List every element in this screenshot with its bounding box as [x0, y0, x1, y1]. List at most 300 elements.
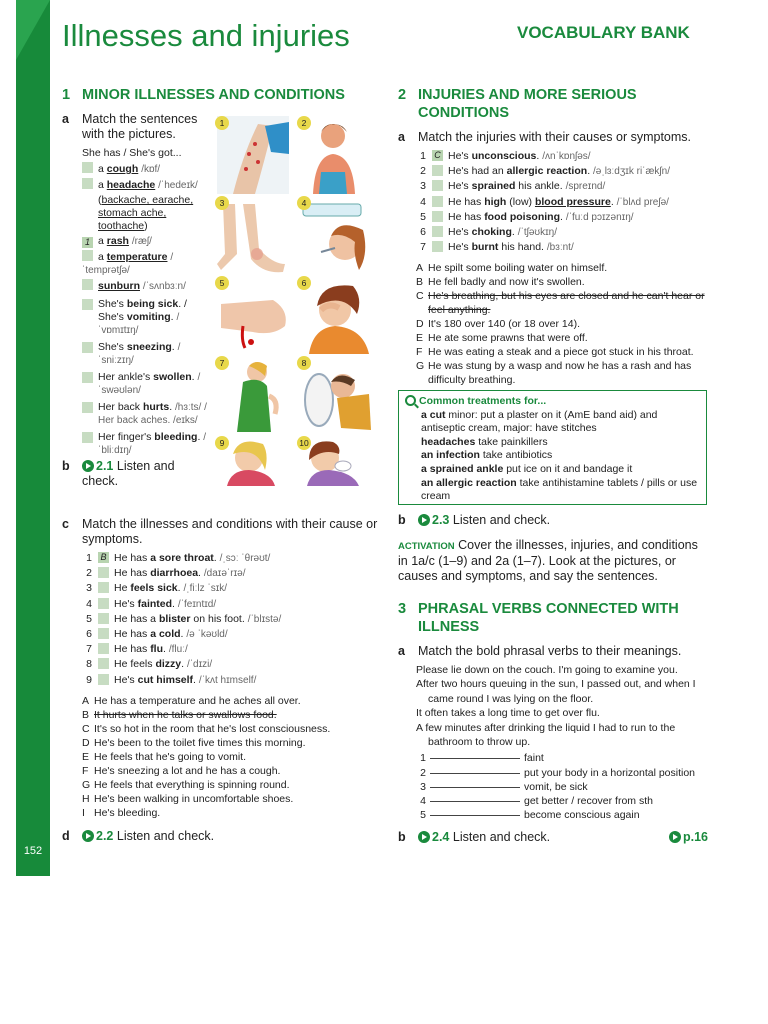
- treatment-name: a cut: [421, 408, 446, 421]
- illness-item: [82, 162, 212, 176]
- row-number: 6: [86, 628, 92, 641]
- picture-number: 4: [297, 196, 311, 210]
- s1a-instruction: a Match the sentences with the pictures.: [62, 112, 198, 141]
- section-2b: [398, 513, 708, 584]
- treatment-item: [421, 409, 700, 436]
- illustrations: [213, 114, 375, 486]
- row-number: 1: [420, 150, 426, 162]
- phonetic: /ˈsniːzɪŋ/: [98, 342, 181, 366]
- answer-box[interactable]: [432, 165, 443, 176]
- item-prefix: a: [98, 235, 107, 247]
- option-text: He was eating a steak and a piece got stuck in his throat.: [428, 346, 694, 359]
- row-prefix: He has: [114, 643, 151, 656]
- treatment-text: take painkillers: [475, 435, 548, 448]
- answer-box[interactable]: [98, 628, 109, 639]
- audio-icon[interactable]: [418, 514, 430, 526]
- section-1b: [62, 459, 212, 489]
- option-letter: G: [82, 778, 91, 791]
- answer-option: [416, 359, 708, 387]
- row-suffix: .: [172, 597, 175, 610]
- option-text: He fell badly and now it's swollen.: [428, 276, 585, 289]
- option-text: He was stung by a wasp and now he has a rash and has difficulty breathing.: [428, 360, 692, 387]
- item-word: cough: [106, 163, 139, 175]
- row-word: choking: [471, 226, 512, 239]
- answer-option: [82, 750, 378, 764]
- phonetic: /ʌnˈkɒnʃəs/: [542, 151, 591, 162]
- option-letter: B: [82, 708, 90, 721]
- item-suffix2: .: [170, 311, 174, 323]
- answer-box[interactable]: [98, 674, 109, 685]
- row-prefix: He has: [448, 210, 485, 223]
- item-word: temperature: [106, 251, 168, 263]
- row-prefix: He's: [448, 150, 472, 162]
- answer-box[interactable]: [432, 196, 443, 207]
- example-sentence: After two hours queuing in the sun, I passed out, and when I came round I was lying on the floor.: [416, 678, 696, 705]
- illness-item: [82, 250, 212, 277]
- answer-box[interactable]: [98, 567, 109, 578]
- condition-item: [82, 341, 212, 367]
- answer-box[interactable]: [82, 279, 93, 290]
- phonetic: /ˈfuːd pɔɪzənɪŋ/: [565, 211, 634, 223]
- row-suffix: .: [198, 567, 201, 580]
- answer-option: [82, 694, 378, 708]
- meaning-row: [416, 751, 708, 765]
- answer-blank[interactable]: [430, 801, 520, 802]
- row-prefix: He has: [114, 552, 151, 564]
- answer-box[interactable]: [82, 250, 93, 261]
- answer-option: [82, 792, 378, 806]
- meaning-row: [416, 794, 708, 808]
- answer-box[interactable]: 1: [82, 237, 93, 248]
- sentence-row: [416, 225, 708, 240]
- phonetic: /ˌsɔː ˈθrəʊt/: [219, 553, 271, 564]
- item-prefix: (: [98, 194, 102, 206]
- row-word: dizzy: [155, 658, 182, 671]
- meaning-number: 5: [420, 809, 426, 822]
- option-letter: H: [82, 792, 90, 805]
- sentence-row: [416, 179, 708, 194]
- audio-icon[interactable]: [418, 831, 430, 843]
- section-3-heading: 3 PHRASAL VERBS CONNECTED WITH ILLNESS: [398, 601, 679, 635]
- row-word: unconscious: [471, 150, 537, 162]
- condition-item: [82, 371, 212, 397]
- sentence-row: [82, 612, 378, 627]
- answer-blank[interactable]: [430, 758, 520, 759]
- section-2: [398, 86, 708, 387]
- sentence-row: [416, 240, 708, 255]
- vocabulary-bank-label: VOCABULARY BANK: [517, 23, 690, 42]
- meaning-number: 2: [420, 766, 426, 779]
- row-number: 2: [420, 165, 426, 178]
- row-suffix: on his foot.: [190, 612, 245, 625]
- row-word: a sore throat: [150, 552, 214, 564]
- answer-box[interactable]: [98, 582, 109, 593]
- item-suffix: .: [191, 371, 195, 383]
- arrow-right-icon: [669, 831, 681, 843]
- answer-option: [416, 275, 708, 289]
- row-suffix: .: [536, 150, 540, 162]
- item-word: sneezing: [126, 341, 172, 353]
- sentence-row: [82, 566, 378, 581]
- row-number: 7: [86, 643, 92, 656]
- answer-box[interactable]: [82, 178, 93, 189]
- row-number: 6: [420, 226, 426, 239]
- row-prefix: He has: [114, 567, 151, 580]
- treatment-name: a sprained ankle: [421, 462, 504, 475]
- answer-option: [416, 345, 708, 359]
- row-number: 4: [420, 195, 426, 208]
- sentence-row: [416, 195, 708, 210]
- row-suffix: .: [193, 673, 196, 686]
- picture-number: 8: [297, 356, 311, 370]
- left-column: [62, 86, 380, 104]
- phonetic: /bɜːnt/: [546, 242, 574, 254]
- phonetic: /ˈhedeɪk/: [158, 180, 198, 191]
- option-text: He has a temperature and he aches all over.: [94, 694, 301, 707]
- sentence-row: [416, 149, 708, 164]
- phonetic: /əˌlɜːdʒɪk riˈækʃn/: [593, 166, 670, 178]
- section-1-heading: 1 MINOR ILLNESSES AND CONDITIONS: [62, 87, 345, 103]
- illness-item: [98, 194, 212, 233]
- meaning-row: [416, 780, 708, 794]
- answer-option: [416, 331, 708, 345]
- row-number: 5: [86, 612, 92, 625]
- row-suffix: his ankle.: [515, 180, 563, 193]
- phonetic: /hɜːts/ / Her back aches. /eɪks/: [98, 402, 207, 426]
- row-number: 5: [420, 210, 426, 223]
- option-text: He feels that he's going to vomit.: [94, 750, 247, 763]
- treatment-item: [421, 436, 700, 450]
- item-prefix: Her back: [98, 401, 143, 413]
- answer-box[interactable]: [82, 432, 93, 443]
- example-sentence: A few minutes after drinking the liquid I had to run to the bathroom to throw up.: [416, 721, 676, 749]
- treatment-item: [421, 477, 700, 504]
- row-prefix: He's: [114, 673, 138, 686]
- s2-rows: [416, 149, 708, 255]
- item-prefix: She's: [98, 298, 127, 310]
- option-letter: B: [416, 276, 424, 289]
- row-suffix: .: [181, 658, 185, 671]
- row-prefix: He has: [448, 195, 485, 208]
- item-suffix: .: [171, 341, 175, 353]
- s3b-instruction: b 2.4 Listen and check. p.16: [398, 830, 708, 845]
- option-text: He's been walking in uncomfortable shoes.: [94, 792, 294, 805]
- phonetic: /ˈfeɪntɪd/: [177, 598, 217, 610]
- answer-option: [416, 289, 708, 317]
- phonetic: /ˈvɒmɪtɪŋ/: [98, 312, 180, 336]
- phonetic: /kɒf/: [141, 164, 161, 175]
- picture-number: 3: [215, 196, 229, 210]
- phonetic: /daɪəˈrɪə/: [203, 568, 246, 580]
- item-word2: vomiting: [126, 311, 171, 323]
- row-prefix: He feels: [114, 658, 156, 671]
- answer-box[interactable]: [98, 643, 109, 654]
- row-prefix: He's: [448, 180, 472, 193]
- answer-box[interactable]: C: [432, 150, 443, 161]
- row-prefix: He has: [114, 628, 151, 641]
- page-reference-link[interactable]: p.16: [669, 830, 708, 845]
- item-prefix: a: [98, 163, 107, 175]
- option-letter: I: [82, 806, 85, 819]
- option-text: He's breathing, but his eyes are closed and he can't hear or feel anything.: [428, 290, 705, 317]
- row-word: allergic reaction: [506, 165, 588, 178]
- option-text: He's sneezing a lot and he has a cough.: [94, 764, 281, 777]
- row-number: 9: [86, 673, 92, 686]
- option-letter: C: [82, 722, 90, 735]
- row-prefix: He: [114, 582, 131, 595]
- phonetic: /ˈbliːdɪŋ/: [98, 432, 207, 456]
- meaning-row: [416, 766, 708, 780]
- phonetic: /ˈtemprətʃə/: [82, 252, 174, 276]
- option-text: He spilt some boiling water on himself.: [428, 262, 608, 275]
- s1d-instruction: d 2.2 Listen and check.: [62, 828, 215, 843]
- item-word: rash: [106, 235, 129, 247]
- condition-item: [82, 298, 212, 337]
- phonetic: /ræʃ/: [131, 236, 152, 247]
- picture-number: 2: [297, 116, 311, 130]
- s1c-rows: [82, 551, 378, 688]
- answer-box[interactable]: [432, 241, 443, 252]
- option-text: He's been to the toilet five times this morning.: [94, 736, 306, 749]
- row-prefix: He's had an: [448, 165, 507, 178]
- answer-box[interactable]: B: [98, 552, 109, 563]
- example-sentence: It often takes a long time to get over flu.: [416, 707, 600, 720]
- meaning-text: faint: [524, 752, 544, 765]
- answer-box[interactable]: [98, 598, 109, 609]
- row-suffix: .: [560, 210, 563, 223]
- row-suffix: his hand.: [498, 241, 544, 254]
- option-text: It hurts when he talks or swallows food.: [94, 708, 277, 721]
- row-word: blister: [158, 612, 191, 625]
- phonetic: /ˈkʌt hɪmself/: [198, 674, 257, 686]
- section-1c: [62, 517, 378, 844]
- treatment-name: an infection: [421, 449, 480, 462]
- treatment-text: minor: put a plaster on it (AmE band aid) and antiseptic cream, major: have stitches: [421, 408, 658, 435]
- item-word: swollen: [153, 371, 192, 383]
- answer-option: [82, 778, 378, 792]
- row-suffix: .: [177, 582, 181, 595]
- picture-number: 10: [297, 436, 311, 450]
- s1-items-list: [62, 162, 212, 293]
- meaning-text: vomit, be sick: [524, 780, 588, 793]
- row-word: high: [484, 195, 507, 208]
- page-number: 152: [23, 845, 43, 857]
- row-word: sprained: [471, 180, 516, 193]
- meaning-text: get better / recover from sth: [524, 795, 653, 808]
- item-suffix: . / She's: [98, 298, 187, 323]
- item-prefix: a: [98, 251, 107, 263]
- answer-option: [82, 806, 378, 820]
- magnifier-icon: [405, 395, 416, 406]
- treatment-name: headaches: [421, 435, 476, 448]
- answer-box[interactable]: [82, 162, 93, 173]
- sentence-row: [82, 597, 378, 612]
- answer-option: [82, 722, 378, 736]
- pictures-grid: [213, 114, 375, 486]
- option-letter: A: [416, 262, 424, 275]
- s2a-instruction: a Match the injuries with their causes or symptoms.: [398, 130, 692, 144]
- side-bar: [16, 0, 50, 876]
- option-letter: G: [416, 360, 425, 373]
- answer-box[interactable]: [432, 180, 443, 191]
- phonetic: /ˈsʌnbɜːn/: [142, 281, 186, 292]
- item-word: headache: [106, 179, 156, 191]
- item-word: hurts: [142, 401, 170, 413]
- option-letter: E: [82, 750, 90, 763]
- s3-sentences: [416, 663, 708, 749]
- picture-number: 1: [215, 116, 229, 130]
- section-3: [398, 600, 708, 845]
- item-suffix: .: [169, 401, 173, 413]
- sentence-row: [82, 551, 378, 566]
- treatment-item: [421, 449, 700, 463]
- option-letter: F: [416, 346, 423, 359]
- item-word: being sick: [126, 298, 179, 310]
- answer-blank[interactable]: [430, 815, 520, 816]
- phonetic: /ə ˈkəʊld/: [186, 629, 228, 641]
- treatments-list: [421, 409, 700, 504]
- row-prefix: He's: [448, 226, 472, 239]
- phonetic: /ˈdɪzi/: [186, 659, 213, 671]
- row-word: fainted: [137, 597, 173, 610]
- item-prefix: Her finger's: [98, 431, 155, 443]
- option-text: He's bleeding.: [94, 806, 161, 819]
- answer-box[interactable]: [82, 342, 93, 353]
- s1b-instruction: b 2.1 Listen and check.: [62, 459, 175, 488]
- sentence-row: [416, 164, 708, 179]
- answer-option: [416, 317, 708, 331]
- phonetic: /ˌfiːlz ˈsɪk/: [183, 583, 228, 595]
- answer-blank[interactable]: [430, 787, 520, 788]
- row-number: 3: [420, 180, 426, 193]
- picture-number: 9: [215, 436, 229, 450]
- treatment-item: [421, 463, 700, 477]
- row-suffix: .: [163, 643, 166, 656]
- example-sentence: Please lie down on the couch. I'm going to examine you.: [416, 664, 678, 676]
- illness-item: [82, 178, 212, 192]
- option-letter: D: [82, 736, 90, 749]
- sentence-row: [82, 657, 378, 672]
- row-word: diarrhoea: [150, 567, 199, 580]
- sentence-row: [416, 210, 708, 225]
- sentence-row: [82, 642, 378, 657]
- sentence-row: [82, 627, 378, 642]
- row-number: 1: [86, 552, 92, 564]
- s3a-instruction: a Match the bold phrasal verbs to their meanings.: [398, 644, 682, 658]
- phonetic: /ˈswəʊlən/: [98, 372, 201, 396]
- s1c-answers: [82, 694, 378, 820]
- option-text: It's 180 over 140 (or 18 over 14).: [428, 318, 581, 331]
- s2-answers: [416, 261, 708, 387]
- option-letter: E: [416, 332, 424, 345]
- answer-box[interactable]: [98, 613, 109, 624]
- row-number: 3: [86, 582, 92, 595]
- row-suffix2: .: [610, 195, 614, 208]
- audio-icon[interactable]: [82, 460, 94, 472]
- row-prefix: He has a: [114, 612, 159, 625]
- s1c-instruction: c Match the illnesses and conditions with their cause or symptoms.: [62, 517, 378, 546]
- answer-option: [82, 736, 378, 750]
- answer-blank[interactable]: [430, 773, 520, 774]
- row-suffix: (low): [506, 195, 535, 208]
- picture-number: 6: [297, 276, 311, 290]
- picture-number: 7: [215, 356, 229, 370]
- option-text: It's so hot in the room that he's lost consciousness.: [94, 722, 331, 735]
- s2b-instruction: b 2.3 Listen and check.: [398, 513, 551, 527]
- option-letter: A: [82, 694, 90, 707]
- phonetic: /ˈblɪstə/: [247, 613, 282, 625]
- treatment-text: take antibiotics: [479, 449, 553, 462]
- row-prefix: He's: [448, 241, 472, 254]
- condition-item: [82, 401, 212, 427]
- answer-box[interactable]: [82, 402, 93, 413]
- treatment-text: put ice on it and bandage it: [503, 462, 633, 475]
- audio-icon[interactable]: [82, 830, 94, 842]
- phonetic: /spreɪnd/: [565, 181, 606, 193]
- section-2-heading: 2 INJURIES AND MORE SERIOUS CONDITIONS: [398, 87, 637, 121]
- row-number: 8: [86, 658, 92, 671]
- answer-option: [416, 261, 708, 275]
- item-word: sunburn: [98, 280, 140, 292]
- she-has-label: She has / She's got...: [82, 147, 182, 159]
- row-suffix: .: [511, 226, 515, 239]
- activation: ACTIVATION Cover the illnesses, injuries, and conditions in 1a/c (1–9) and 2a (1–7). Look at the pictures, or causes and symptoms, and say the sentences.: [398, 538, 698, 583]
- item-suffix: ): [144, 220, 148, 232]
- option-text: He feels that everything is spinning round.: [94, 778, 290, 791]
- row-prefix: He's: [114, 597, 138, 610]
- sentence-row: [82, 673, 378, 688]
- phonetic: /ˈtʃəʊkɪŋ/: [517, 227, 557, 239]
- sentence-row: [82, 581, 378, 596]
- treatment-name: an allergic reaction: [421, 476, 517, 489]
- illness-item: [82, 279, 212, 293]
- row-word: cut himself: [137, 673, 194, 686]
- section-1a: [62, 112, 212, 461]
- meaning-text: put your body in a horizontal position: [524, 766, 696, 779]
- side-bar-accent: [16, 0, 50, 60]
- row-word: flu: [150, 643, 164, 656]
- answer-box[interactable]: [432, 226, 443, 237]
- page-title: Illnesses and injuries: [62, 18, 350, 53]
- item-prefix: Her ankle's: [98, 371, 154, 383]
- option-letter: C: [416, 290, 424, 303]
- row-suffix: .: [213, 552, 217, 564]
- s3-meanings: [416, 751, 708, 822]
- item-word: backache, earache, stomach ache, toothache: [98, 194, 194, 232]
- item-prefix: a: [98, 179, 107, 191]
- meaning-text: become conscious again: [524, 809, 640, 822]
- treatments-title: Common treatments for...: [419, 395, 547, 407]
- picture-number: 5: [215, 276, 229, 290]
- meaning-number: 1: [420, 752, 426, 765]
- answer-box[interactable]: [82, 372, 93, 383]
- row-suffix: .: [180, 628, 184, 641]
- meaning-number: 3: [420, 780, 426, 793]
- row-word: a cold: [150, 628, 181, 641]
- meaning-row: [416, 808, 708, 822]
- treatments-box: [398, 390, 707, 505]
- row-number: 7: [420, 241, 426, 254]
- answer-box[interactable]: [432, 211, 443, 222]
- answer-box[interactable]: [82, 299, 93, 310]
- illness-item: [82, 235, 212, 248]
- option-letter: D: [416, 318, 424, 331]
- phonetic: /ˈblʌd preʃə/: [616, 196, 669, 208]
- row-number: 4: [86, 597, 92, 610]
- s1-items2-list: [62, 298, 212, 457]
- answer-box[interactable]: [98, 658, 109, 669]
- option-text: He ate some prawns that were off.: [428, 332, 588, 345]
